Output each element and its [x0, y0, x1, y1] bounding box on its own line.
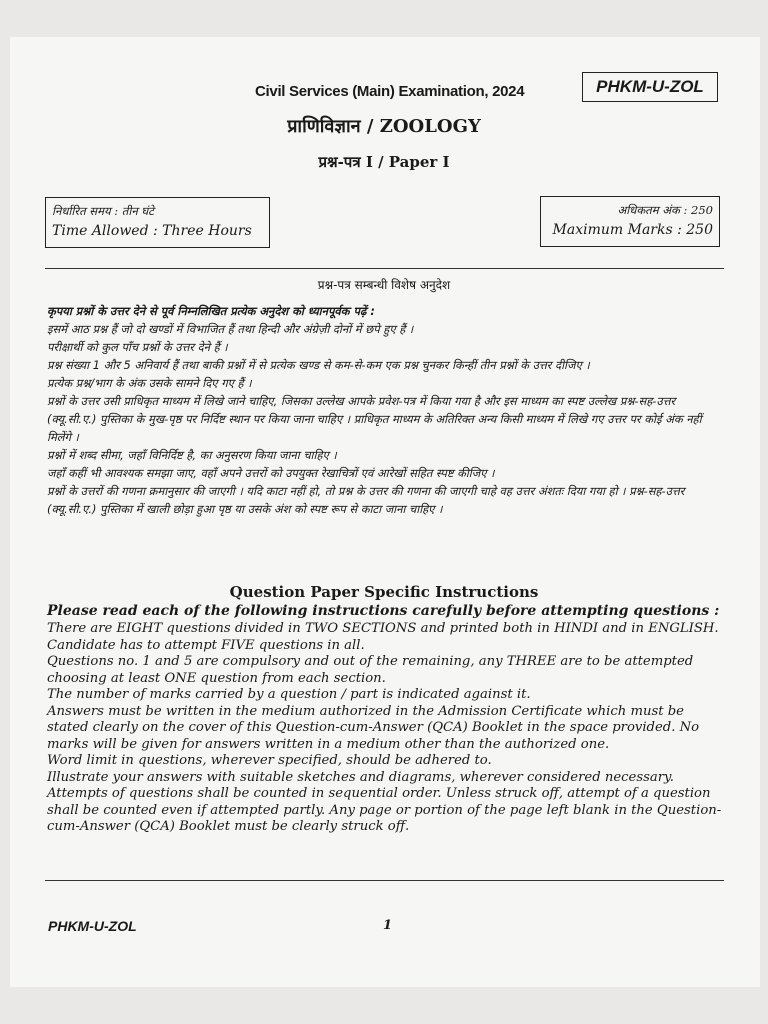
english-instructions-heading: Question Paper Specific Instructions	[229, 583, 539, 601]
hindi-instructions	[47, 302, 727, 518]
english-instruction-item: Questions no. 1 and 5 are compulsory and out of the remaining, any THREE are to be attempted choosing at least ONE question from each section.	[47, 654, 694, 686]
subject-title: प्राणिविज्ञान / ZOOLOGY	[287, 116, 481, 137]
maximum-marks-english: Maximum Marks : 250	[552, 222, 713, 238]
english-instructions	[47, 602, 727, 836]
time-allowed-english: Time Allowed : Three Hours	[52, 223, 252, 239]
english-instructions-lead: Please read each of the following instructions carefully before attempting questions :	[47, 603, 720, 619]
hindi-instruction-item: इसमें आठ प्रश्न हैं जो दो खण्डों में विभाजित हैं तथा हिन्दी और अंग्रेज़ी दोनों में छपे हुए हैं ।	[47, 322, 414, 336]
maximum-marks-hindi: अधिकतम अंक : 250	[617, 203, 713, 217]
english-instruction-item: Illustrate your answers with suitable sketches and diagrams, wherever considered necessary.	[47, 769, 674, 785]
hindi-instruction-item: प्रश्नों में शब्द सीमा, जहाँ विनिर्दिष्ट है, का अनुसरण किया जाना चाहिए ।	[47, 448, 337, 462]
hindi-instruction-item: प्रत्येक प्रश्न/भाग के अंक उसके सामने दिए गए हैं ।	[47, 376, 252, 390]
paper-number: प्रश्न-पत्र I / Paper I	[318, 153, 450, 171]
top-divider	[45, 268, 724, 269]
english-instruction-item: Attempts of questions shall be counted in sequential order. Unless struck off, attempt of a question shall be counted even if attempted partly. Any page or portion of the page left blank in the Question-cum-Answer (QCA) Booklet must be clearly struck off.	[47, 786, 722, 834]
bottom-divider	[45, 880, 724, 881]
hindi-instruction-item: परीक्षार्थी को कुल पाँच प्रश्नों के उत्तर देने हैं ।	[47, 340, 228, 354]
paper-code-box: PHKM-U-ZOL	[582, 72, 718, 102]
english-instruction-item: There are EIGHT questions divided in TWO SECTIONS and printed both in HINDI and in ENGLISH.	[47, 621, 719, 636]
exam-title: Civil Services (Main) Examination, 2024	[255, 83, 525, 100]
footer-paper-code: PHKM-U-ZOL	[48, 918, 137, 934]
english-instruction-item: Candidate has to attempt FIVE questions in all.	[47, 637, 365, 653]
hindi-instructions-lead: कृपया प्रश्नों के उत्तर देने से पूर्व निम्नलिखित प्रत्येक अनुदेश को ध्यानपूर्वक पढ़ें :	[47, 304, 375, 318]
hindi-instruction-item: जहाँ कहीं भी आवश्यक समझा जाए, वहाँ अपने उत्तरों को उपयुक्त रेखाचित्रों एवं आरेखों सहित स्पष्ट कीजिए ।	[47, 466, 495, 480]
hindi-instructions-heading: प्रश्न-पत्र सम्बन्धी विशेष अनुदेश	[317, 278, 451, 292]
time-allowed-hindi: निर्धारित समय : तीन घंटे	[52, 204, 154, 218]
english-instruction-item: Answers must be written in the medium authorized in the Admission Certificate which must be stated clearly on the cover of this Question-cum-Answer (QCA) Booklet in the space provided. No marks will be given for answers written in a medium other than the authorized one.	[47, 703, 700, 752]
hindi-instruction-item: प्रश्नों के उत्तर उसी प्राधिकृत माध्यम में लिखे जाने चाहिए, जिसका उल्लेख आपके प्रवेश-पत्र में किया गया है और इस माध्यम का स्पष्ट उल्लेख प्रश्न-सह-उत्तर (क्यू.सी.ए.) पुस्तिका के मुख-पृष्ठ पर निर्दिष्ट स्थान पर किया जाना चाहिए । प्राधिकृत माध्यम के अतिरिक्त अन्य किसी माध्यम में लिखे गए उत्तर पर कोई अंक नहीं मिलेंगे ।	[47, 394, 702, 444]
maximum-marks-box	[540, 196, 720, 247]
page-number: 1	[383, 918, 393, 933]
hindi-instruction-item: प्रश्न संख्या 1 और 5 अनिवार्य हैं तथा बाकी प्रश्नों में से प्रत्येक खण्ड से कम-से-कम एक प्रश्न चुनकर किन्हीं तीन प्रश्नों के उत्तर दीजिए ।	[47, 358, 590, 372]
hindi-instruction-item: प्रश्नों के उत्तरों की गणना क्रमानुसार की जाएगी । यदि काटा नहीं हो, तो प्रश्न के उत्तर की गणना की जाएगी चाहे वह उत्तर अंशतः दिया गया हो । प्रश्न-सह-उत्तर (क्यू.सी.ए.) पुस्तिका में खाली छोड़ा हुआ पृष्ठ या उसके अंश को स्पष्ट रूप से काटा जाना चाहिए ।	[47, 484, 685, 516]
english-instruction-item: The number of marks carried by a question / part is indicated against it.	[47, 687, 531, 702]
time-allowed-box	[45, 197, 270, 248]
english-instruction-item: Word limit in questions, wherever specified, should be adhered to.	[47, 753, 492, 768]
